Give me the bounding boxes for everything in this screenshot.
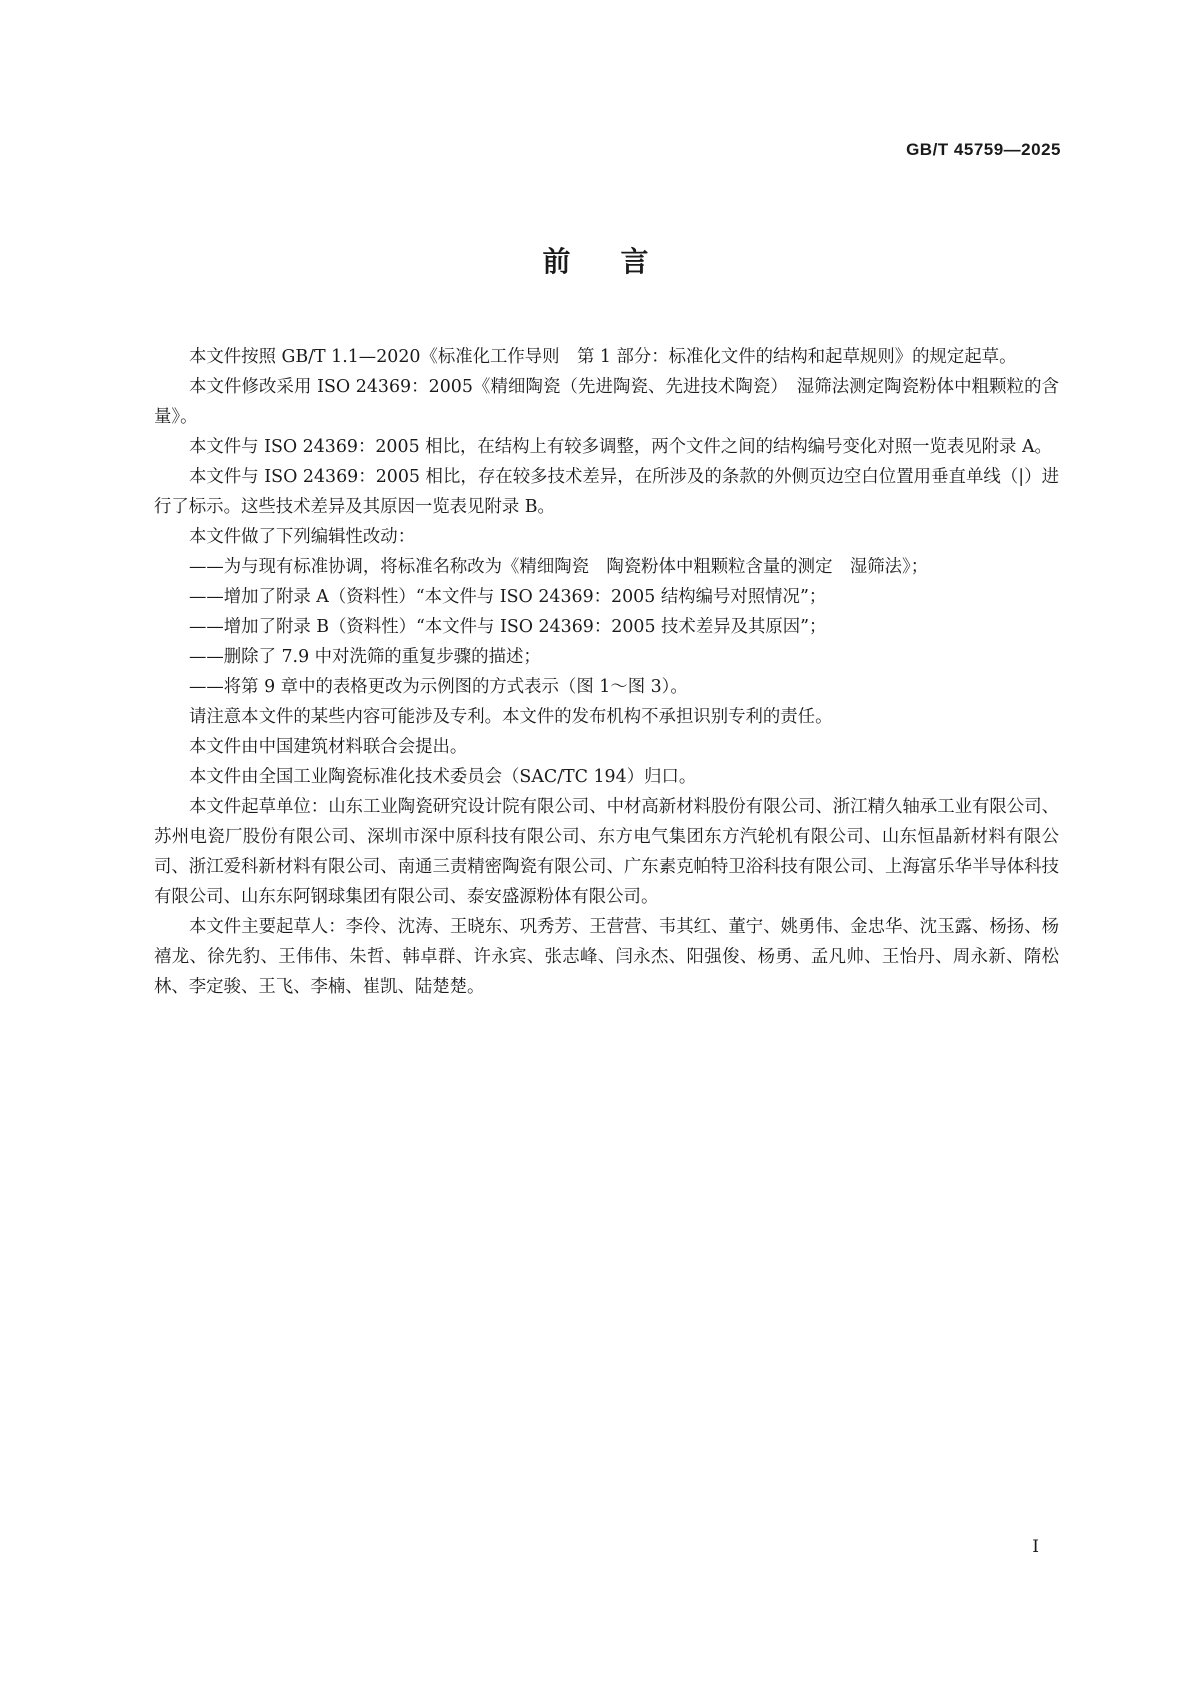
edit-list-item: ——为与现有标准协调，将标准名称改为《精细陶瓷 陶瓷粉体中粗颗粒含量的测定 湿筛法》；: [189, 557, 929, 577]
page-title: 前言: [542, 245, 699, 278]
paragraph-patent-notice: 请注意本文件的某些内容可能涉及专利。本文件的发布机构不承担识别专利的责任。: [189, 707, 833, 727]
page-number: I: [1032, 1537, 1039, 1557]
paragraph-adoption: 本文件修改采用 ISO 24369：2005《精细陶瓷（先进陶瓷、先进技术陶瓷） 湿筛法测定陶瓷粉体中粗颗粒的含量》。: [154, 377, 1059, 427]
edit-list-item: ——删除了 7.9 中对洗筛的重复步骤的描述；: [189, 647, 541, 667]
paragraph-structure-changes: 本文件与 ISO 24369：2005 相比，在结构上有较多调整，两个文件之间的结构编号变化对照一览表见附录 A。: [189, 437, 1052, 457]
document-code: GB/T 45759—2025: [906, 140, 1061, 159]
paragraph-technical-differences: 本文件与 ISO 24369：2005 相比，存在较多技术差异，在所涉及的条款的外侧页边空白位置用垂直单线（|）进行了标示。这些技术差异及其原因一览表见附录 B。: [154, 467, 1059, 517]
paragraph-proposer: 本文件由中国建筑材料联合会提出。: [189, 737, 468, 757]
paragraph-drafters: 本文件主要起草人：李伶、沈涛、王晓东、巩秀芳、王营营、韦其红、董宁、姚勇伟、金忠华、沈玉露、杨扬、杨禧龙、徐先豹、王伟伟、朱哲、韩卓群、许永宾、张志峰、闫永杰、阳强俊、杨勇、孟凡帅、王怡丹、周永新、隋松林、李定骏、王飞、李楠、崔凯、陆楚楚。: [154, 917, 1059, 997]
paragraph-drafting-units: 本文件起草单位：山东工业陶瓷研究设计院有限公司、中材高新材料股份有限公司、浙江精久轴承工业有限公司、苏州电瓷厂股份有限公司、深圳市深中原科技有限公司、东方电气集团东方汽轮机有限公司、山东恒晶新材料有限公司、浙江爱科新材料有限公司、南通三责精密陶瓷有限公司、广东素克帕特卫浴科技有限公司、上海富乐华半导体科技有限公司、山东东阿钢球集团有限公司、泰安盛源粉体有限公司。: [154, 797, 1059, 907]
paragraph-committee: 本文件由全国工业陶瓷标准化技术委员会（SAC/TC 194）归口。: [189, 767, 697, 787]
paragraph-basis: 本文件按照 GB/T 1.1—2020《标准化工作导则 第 1 部分：标准化文件的结构和起草规则》的规定起草。: [189, 347, 1017, 367]
paragraph-editorial-intro: 本文件做了下列编辑性改动：: [189, 527, 416, 547]
edit-list-item: ——将第 9 章中的表格更改为示例图的方式表示（图 1～图 3）。: [189, 677, 688, 697]
edit-list-item: ——增加了附录 A（资料性）“本文件与 ISO 24369：2005 结构编号对照情况”；: [189, 587, 827, 607]
edit-list-item: ——增加了附录 B（资料性）“本文件与 ISO 24369：2005 技术差异及其原因”；: [189, 617, 827, 637]
document-body: [154, 342, 1059, 1002]
